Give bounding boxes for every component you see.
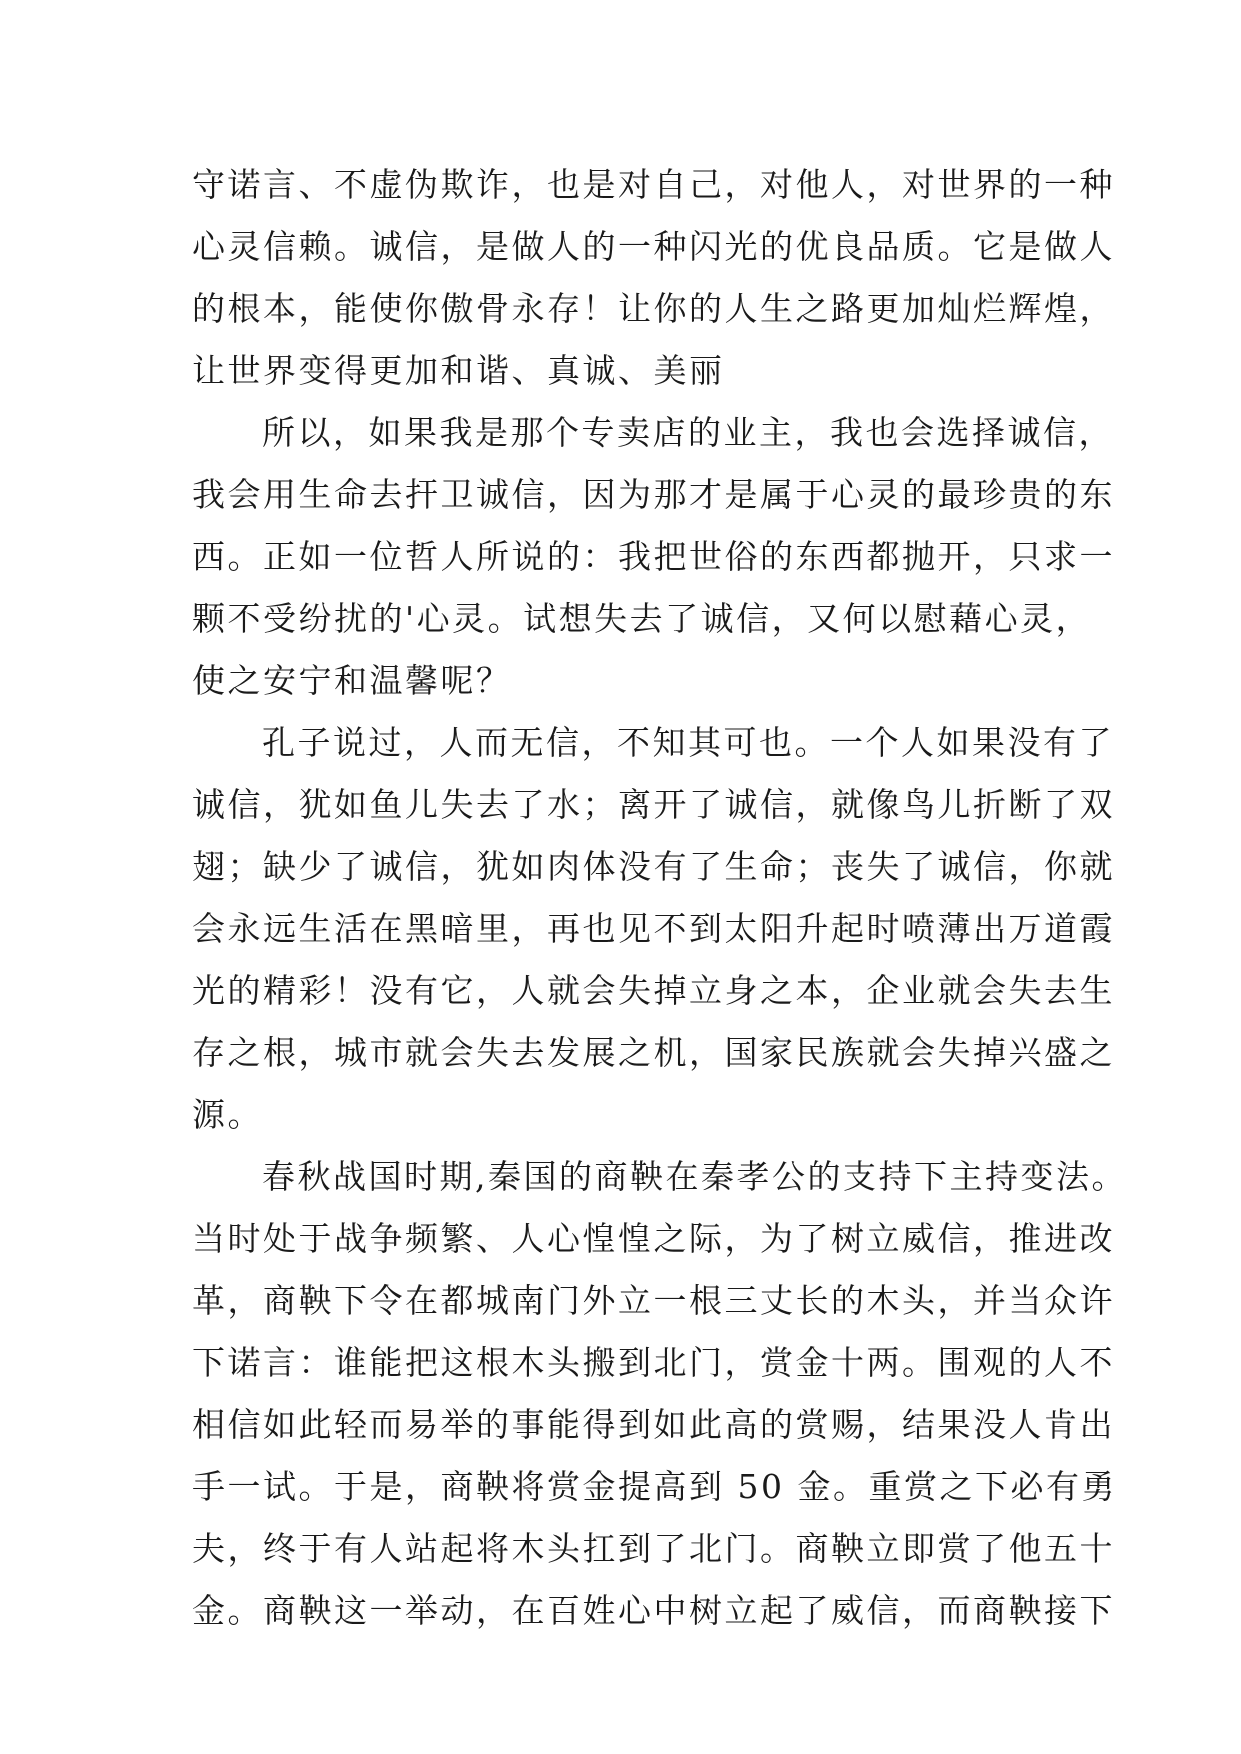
text-line: 会永远生活在黑暗里，再也见不到太阳升起时喷薄出万道霞 <box>192 909 1115 948</box>
text-line: 的根本，能使你傲骨永存！让你的人生之路更加灿烂辉煌， <box>192 289 1115 328</box>
paragraph <box>192 154 1115 402</box>
text-line: 夫，终于有人站起将木头扛到了北门。商鞅立即赏了他五十 <box>192 1529 1115 1568</box>
paragraph <box>192 712 1115 1146</box>
text-line: 守诺言、不虚伪欺诈，也是对自己，对他人，对世界的一种 <box>192 165 1115 204</box>
text-line: 所以，如果我是那个专卖店的业主，我也会选择诚信， <box>262 413 1114 452</box>
text-line: 当时处于战争频繁、人心惶惶之际，为了树立威信，推进改 <box>192 1219 1115 1258</box>
text-line: 下诺言：谁能把这根木头搬到北门，赏金十两。围观的人不 <box>192 1343 1115 1382</box>
text-line: 翅；缺少了诚信，犹如肉体没有了生命；丧失了诚信，你就 <box>192 847 1115 886</box>
text-line: 光的精彩！没有它，人就会失掉立身之本，企业就会失去生 <box>192 971 1115 1010</box>
body-text <box>192 154 1127 1642</box>
text-line: 源。 <box>192 1095 263 1134</box>
paragraph <box>192 402 1115 712</box>
text-line: 让世界变得更加和谐、真诚、美丽 <box>192 351 725 390</box>
text-line: 相信如此轻而易举的事能得到如此高的赏赐，结果没人肯出 <box>192 1405 1115 1444</box>
text-line: 西。正如一位哲人所说的：我把世俗的东西都抛开，只求一 <box>192 537 1115 576</box>
text-line: 诚信，犹如鱼儿失去了水；离开了诚信，就像鸟儿折断了双 <box>192 785 1115 824</box>
text-line: 我会用生命去扞卫诚信，因为那才是属于心灵的最珍贵的东 <box>192 475 1115 514</box>
text-line: 金。商鞅这一举动，在百姓心中树立起了威信，而商鞅接下 <box>192 1591 1115 1630</box>
text-line: 孔子说过，人而无信，不知其可也。一个人如果没有了 <box>262 723 1114 762</box>
text-line: 春秋战国时期,秦国的商鞅在秦孝公的支持下主持变法。 <box>262 1157 1127 1196</box>
text-line: 颗不受纷扰的'心灵。试想失去了诚信，又何以慰藉心灵， <box>192 599 1092 638</box>
text-line: 革，商鞅下令在都城南门外立一根三丈长的木头，并当众许 <box>192 1281 1115 1320</box>
text-line: 心灵信赖。诚信，是做人的一种闪光的优良品质。它是做人 <box>192 227 1115 266</box>
text-line: 使之安宁和温馨呢？ <box>192 661 512 700</box>
paragraph <box>192 1146 1127 1642</box>
text-line: 存之根，城市就会失去发展之机，国家民族就会失掉兴盛之 <box>192 1033 1115 1072</box>
text-line: 手一试。于是，商鞅将赏金提高到 50 金。重赏之下必有勇 <box>192 1467 1117 1506</box>
